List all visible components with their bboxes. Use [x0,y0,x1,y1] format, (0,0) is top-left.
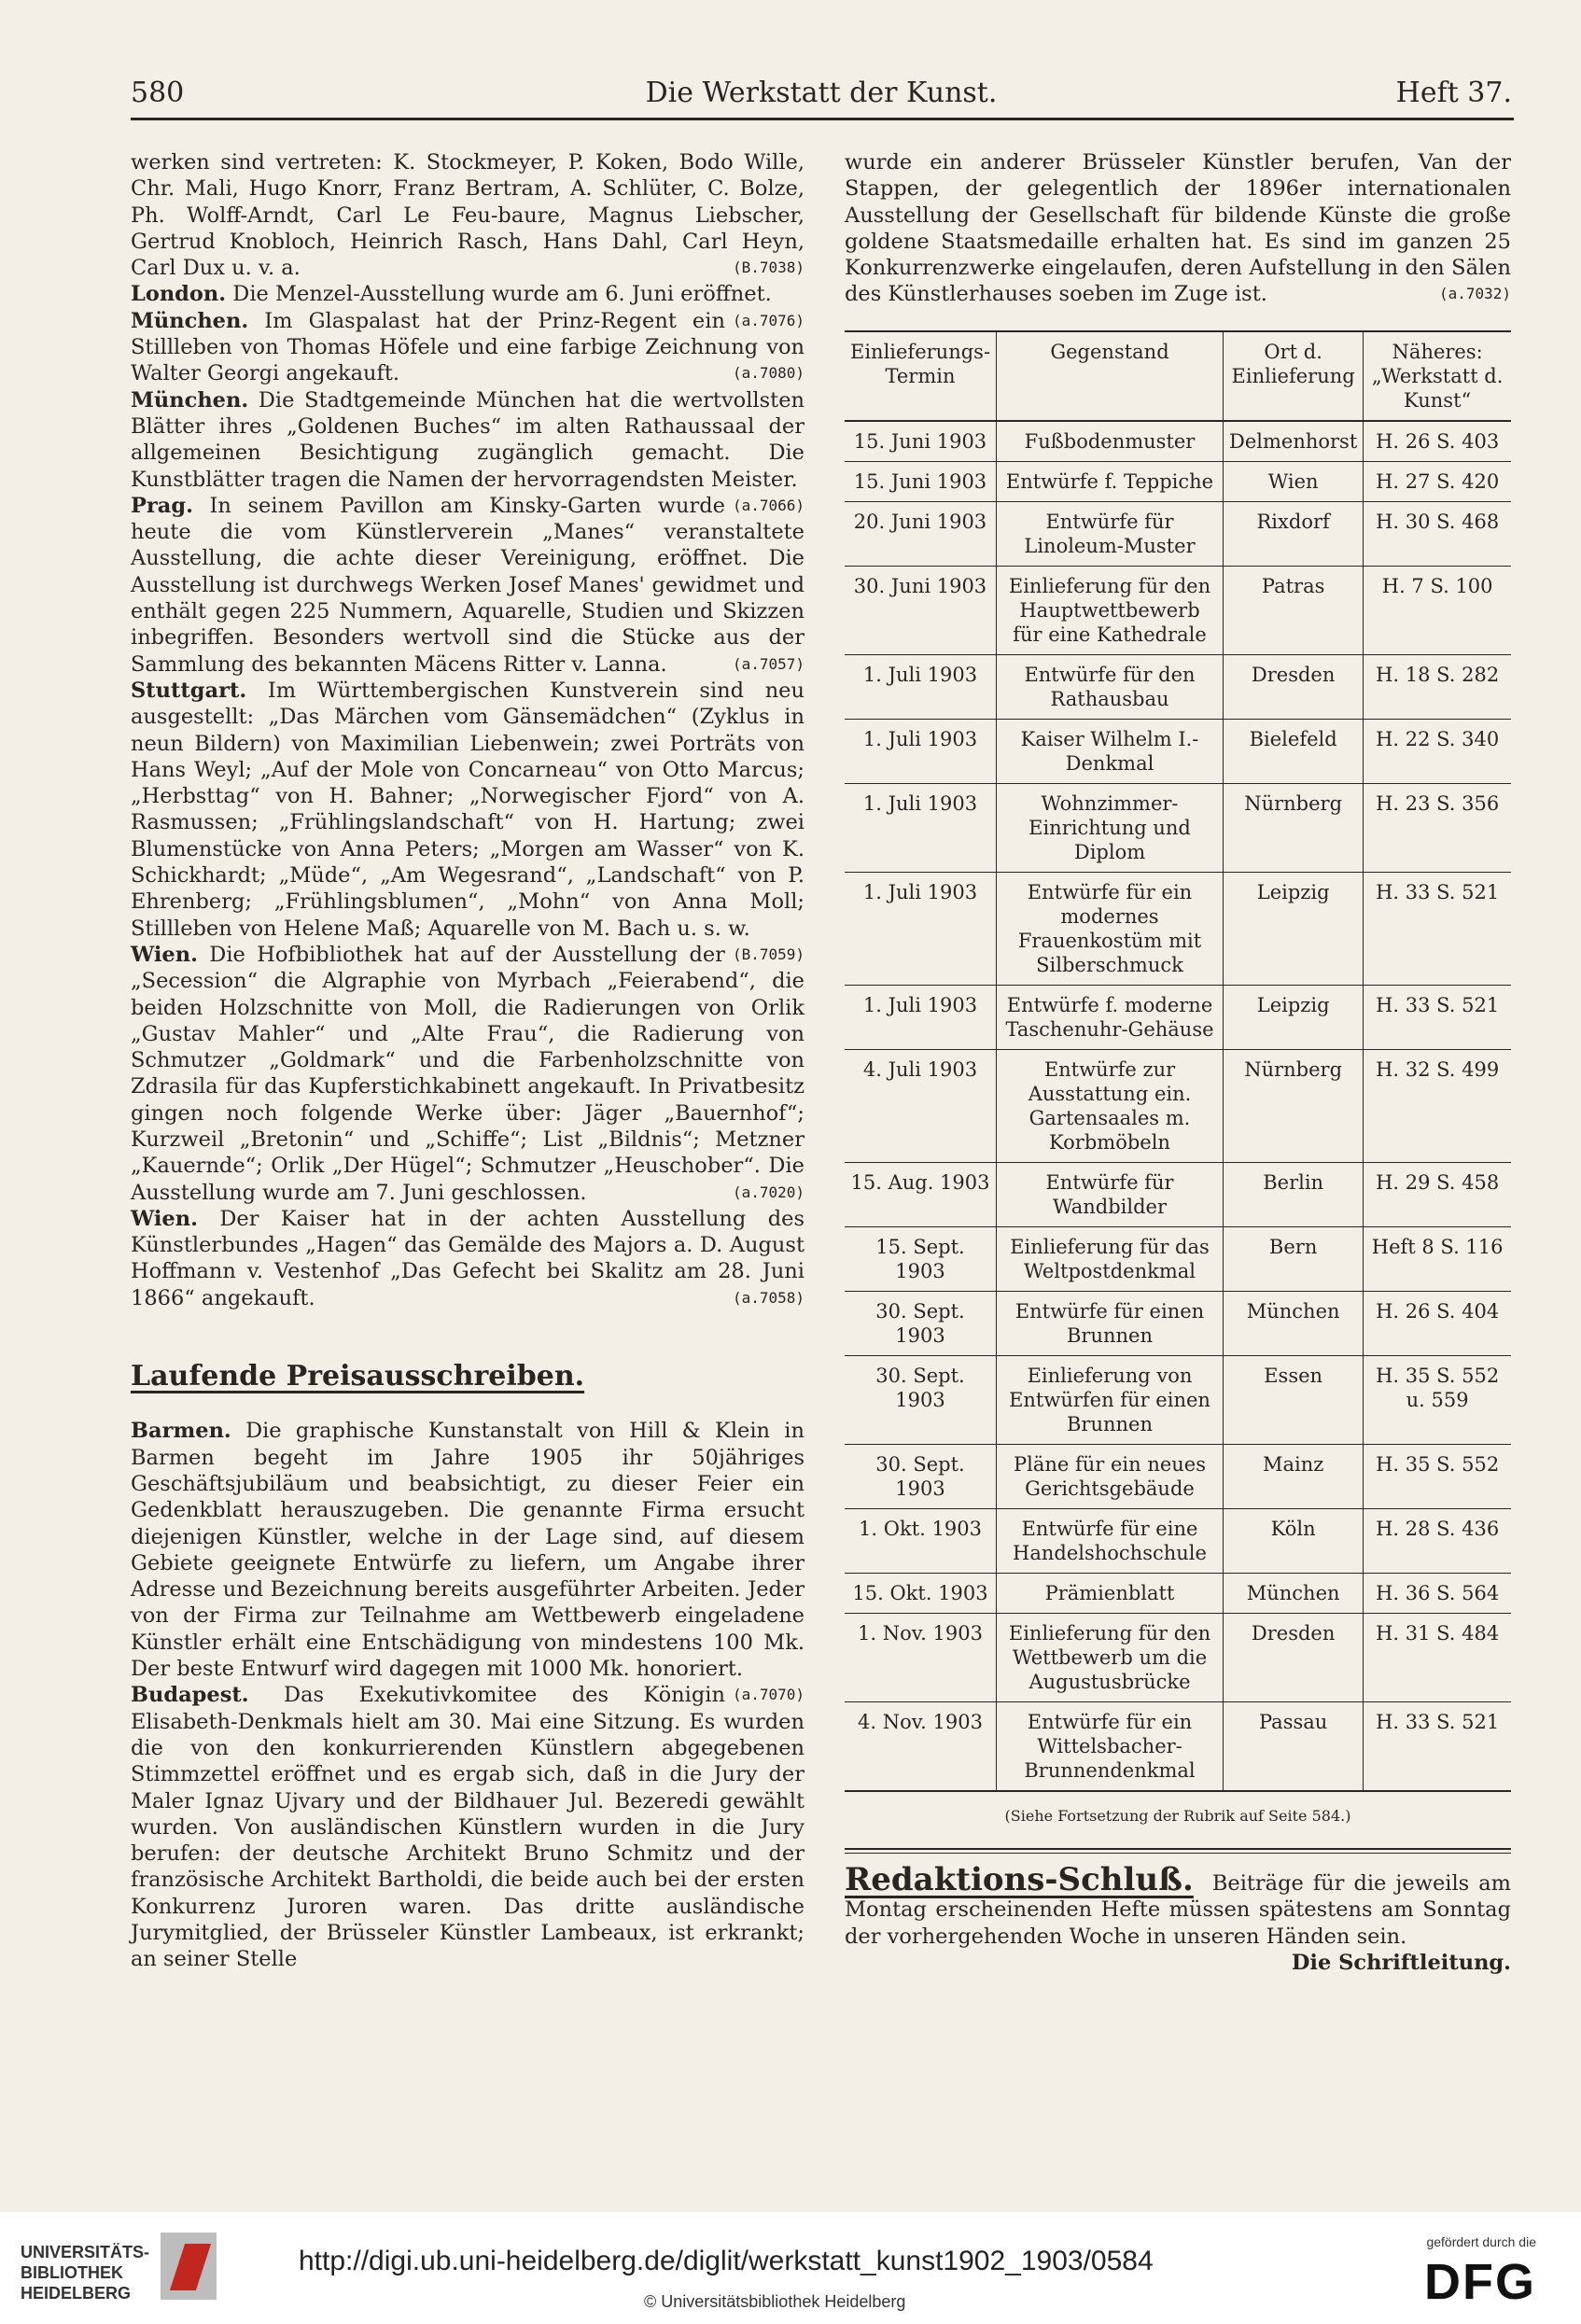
library-logo-text: UNIVERSITÄTS- BIBLIOTHEK HEIDELBERG [21,2243,150,2303]
table-row [845,783,1511,872]
issue-number: Heft 37. [1395,77,1512,109]
cell-reference: H. 29 S. 458 [1364,1162,1511,1226]
reference-code: (a.7020) [732,1183,804,1201]
col-header-place: Ort d. Einlieferung [1224,331,1364,421]
source-url-link[interactable]: http://digi.ub.uni-heidelberg.de/diglit/werkstatt_kunst1902_1903/0584 [299,2246,1154,2276]
right-column [845,149,1511,1976]
cell-reference: H. 33 S. 521 [1364,872,1511,985]
cell-subject: Entwürfe zur Ausstattung ein. Gartensaales m. Korbmöbeln [997,1049,1224,1162]
cell-subject: Prämienblatt [997,1573,1224,1613]
cell-reference: H. 28 S. 436 [1364,1508,1511,1573]
cell-date: 1. Juli 1903 [845,719,997,783]
cell-date: 4. Juli 1903 [845,1049,997,1162]
place-name: Stuttgart. [131,678,247,703]
cell-reference: H. 35 S. 552 [1364,1444,1511,1508]
copyright-notice: © Universitätsbibliothek Heidelberg [644,2292,906,2311]
cell-place: Essen [1224,1355,1364,1444]
paragraph-text: Die Menzel-Ausstellung wurde am 6. Juni eröffnet. [232,282,772,307]
paragraph-text: Die Stadtgemeinde München hat die wertvollsten Blätter ihres „Goldenen Buches“ im alten Rathaussaal der allgemeinen Besichtigung zugänglich gemacht. Die Kunstblätter tragen die Namen der hervorragendsten Meister. [131,387,804,492]
cell-subject: Entwürfe für Wandbilder [997,1162,1224,1226]
table-row [845,985,1511,1049]
cell-reference: H. 23 S. 356 [1364,783,1511,872]
cell-place: Delmenhorst [1224,421,1364,462]
cell-place: Rixdorf [1224,501,1364,566]
place-name: München. [131,387,249,413]
notice-title: Redaktions-Schluß. [845,1861,1194,1899]
cell-subject: Entwürfe für Linoleum-Muster [997,501,1224,566]
cell-reference: H. 33 S. 521 [1364,985,1511,1049]
paragraph-text: Das Exekutivkomitee des Königin Elisabeth-Denkmals hielt am 30. Mai eine Sitzung. Es wurden die von den konkurrierenden Künstlern abgegebenen Stimmzettel eröffnet und es ergab sich, daß in die Jury der Maler Ignaz Ujvary und der Bildhauer Jul. Bezeredi gewählt wurden. Von ausländischen Künstlern wurden in die Jury berufen: der deutsche Architekt Bruno Schmitz und der französische Architekt Bartholdi, die beide auch bei der ersten Konkurrenz Juroren waren. Das dritte ausländische Jurymitglied, der Brüsseler Künstler Lambeaux, ist erkrankt; an seiner Stelle [131,1683,804,1972]
cell-subject: Kaiser Wilhelm I.-Denkmal [997,719,1224,783]
cell-subject: Entwürfe für den Rathausbau [997,654,1224,719]
funding-note: gefördert durch die [1426,2234,1536,2249]
cell-date: 1. Juli 1903 [845,872,997,985]
cell-date: 15. Okt. 1903 [845,1573,997,1613]
table-row [845,1162,1511,1226]
cell-subject: Fußbodenmuster [997,421,1224,462]
cell-subject: Wohnzimmer-Einrichtung und Diplom [997,783,1224,872]
table-row [845,421,1511,462]
reference-code: (a.7032) [1438,285,1511,303]
paragraph-continued: wurde ein anderer Brüsseler Künstler berufen, Van der Stappen, der gelegentlich der 1896er internationalen Ausstellung der Gesellschaft für bildende Künste die große goldene Staatsmedaille erhalten hat. Es sind im ganzen 25 Konkurrenzwerke eingelaufen, deren Aufstellung in den Sälen des Künstlerhauses soeben im Zuge ist. (a.7032) [845,150,1511,307]
footer-bar [0,2212,1581,2324]
cell-subject: Einlieferung für den Hauptwettbewerb für eine Kathedrale [997,566,1224,654]
place-name: London. [131,282,227,307]
cell-reference: H. 32 S. 499 [1364,1049,1511,1162]
place-name: Barmen. [131,1419,231,1444]
reference-code: (B.7038) [732,259,804,277]
paragraph [131,1682,804,1972]
paragraph [131,942,804,1206]
cell-subject: Entwürfe für einen Brunnen [997,1291,1224,1355]
cell-date: 1. Juli 1903 [845,783,997,872]
table-row [845,654,1511,719]
notice-text: Beiträge für die jeweils am Montag erscheinenden Hefte müssen spätestens am Sonntag der vorhergehenden Woche in unseren Händen sein. [845,1871,1511,1949]
cell-place: Bern [1224,1226,1364,1291]
page-number: 580 [131,77,185,109]
table-row [845,461,1511,501]
competition-table [845,330,1511,1792]
cell-place: Passau [1224,1701,1364,1791]
cell-reference: H. 36 S. 564 [1364,1573,1511,1613]
table-row [845,1701,1511,1791]
paragraph [131,1206,804,1311]
table-row [845,1444,1511,1508]
reference-code: (a.7058) [732,1288,804,1307]
cell-place: Mainz [1224,1444,1364,1508]
reference-code: (a.7070) [732,1686,804,1704]
cell-date: 1. Juli 1903 [845,985,997,1049]
place-name: Wien. [131,942,198,967]
table-row [845,1049,1511,1162]
table-row [845,1355,1511,1444]
journal-title: Die Werkstatt der Kunst. [645,77,998,109]
cell-date: 20. Juni 1903 [845,501,997,566]
cell-place: Wien [1224,461,1364,501]
paragraph [131,149,804,281]
paragraph-text: Die graphische Kunstanstalt von Hill & Klein in Barmen begeht im Jahre 1905 ihr 50jähriges Geschäftsjubiläum und beabsichtigt, zu dieser Feier ein Gedenkblatt herauszugeben. Die genannte Firma ersucht diejenigen Künstler, welche in der Lage sind, auf diesem Gebiete geeignete Entwürfe zu liefern, um Angabe ihrer Adresse und Bezeichnung bereits ausgeführter Arbeiten. Jeder von der Firma zur Teilnahme am Wettbewerb eingeladene Künstler erhält eine Entschädigung von mindestens 100 Mk. Der beste Entwurf wird dagegen mit 1000 Mk. honoriert. [131,1419,804,1682]
cell-place: Dresden [1224,654,1364,719]
header-rule [131,118,1514,120]
cell-reference: H. 22 S. 340 [1364,719,1511,783]
paragraph-text: Die Hofbibliothek hat auf der Ausstellung der „Secession“ die Algraphie von Myrbach „Feierabend“, die beiden Holzschnitte von Moll, die Radierungen von Orlik „Gustav Mahler“ und „Alte Frau“, die Radierung von Schmutzer „Goldmark“ und die Farbenholzschnitte von Zdrasila für das Kupferstichkabinett angekauft. In Privatbesitz gingen noch folgende Werke über: Jäger „Bauernhof“; Kurzweil „Bretonin“ und „Schiffe“; List „Bildnis“; Metzner „Kauernde“; Orlik „Der Hügel“; Schmutzer „Heuschober“. Die Ausstellung wurde am 7. Juni geschlossen. [131,942,804,1205]
cell-place: Köln [1224,1508,1364,1573]
paragraph-text: Im Württembergischen Kunstverein sind neu ausgestellt: „Das Märchen vom Gänsemädchen“ (Zyklus in neun Bildern) von Maximilian Liebenwein; zwei Porträts von Hans Weyl; „Auf der Mole von Concarneau“ von Otto Marcus; „Herbsttag“ von H. Bahner; „Norwegischer Fjord“ von A. Rasmussen; „Frühlingslandschaft“ von H. Hartung; zwei Blumenstücke von Anna Peters; „Morgen am Wasser“ von K. Schickhardt; „Müde“, „Am Wegesrand“, „Landschaft“ von P. Ehrenberg; „Frühlingsblumen“, „Mohn“ von Anna Moll; Stillleben von Helene Maß; Aquarelle von M. Bach u. s. w. [131,678,804,941]
place-name: Wien. [131,1206,198,1231]
cell-place: München [1224,1291,1364,1355]
table-row [845,1291,1511,1355]
cell-date: 4. Nov. 1903 [845,1701,997,1791]
table-row [845,1508,1511,1573]
cell-subject: Entwürfe für ein modernes Frauenkostüm mit Silberschmuck [997,872,1224,985]
table-header-row [845,331,1511,421]
cell-reference: H. 33 S. 521 [1364,1701,1511,1791]
cell-place: Leipzig [1224,985,1364,1049]
reference-code: (a.7080) [732,364,804,383]
paragraph-text: Der Kaiser hat in der achten Ausstellung des Künstlerbundes „Hagen“ das Gemälde des Majors a. D. August Hoffmann v. Vestenhof „Das Gefecht bei Skalitz am 28. Juni 1866“ angekauft. [131,1206,804,1310]
cell-date: 30. Juni 1903 [845,566,997,654]
cell-reference: H. 27 S. 420 [1364,461,1511,501]
cell-reference: H. 18 S. 282 [1364,654,1511,719]
dfg-logo: DFG [1424,2254,1536,2310]
reference-code: (a.7057) [732,654,804,673]
cell-date: 30. Sept. 1903 [845,1291,997,1355]
cell-reference: H. 31 S. 484 [1364,1613,1511,1701]
table-row [845,872,1511,985]
cell-reference: H. 26 S. 404 [1364,1291,1511,1355]
reference-code: (a.7076) [732,311,804,329]
cell-reference: H. 7 S. 100 [1364,566,1511,654]
col-header-subject: Gegenstand [997,331,1224,421]
cell-place: Dresden [1224,1613,1364,1701]
cell-date: 1. Nov. 1903 [845,1613,997,1701]
cell-date: 15. Juni 1903 [845,421,997,462]
reference-code: (a.7066) [732,496,804,514]
cell-reference: H. 35 S. 552 u. 559 [1364,1355,1511,1444]
cell-place: Berlin [1224,1162,1364,1226]
cell-date: 30. Sept. 1903 [845,1355,997,1444]
running-header [131,77,1512,123]
table-footnote: (Siehe Fortsetzung der Rubrik auf Seite 584.) [1004,1806,1351,1825]
cell-subject: Entwürfe für eine Handelshochschule [997,1508,1224,1573]
table-row [845,1573,1511,1613]
cell-place: Bielefeld [1224,719,1364,783]
paragraph-text: Im Glaspalast hat der Prinz-Regent ein Stillleben von Thomas Höfele und eine farbige Zeichnung von Walter Georgi angekauft. [131,308,804,386]
cell-date: 30. Sept. 1903 [845,1444,997,1508]
cell-reference: H. 30 S. 468 [1364,501,1511,566]
double-rule [845,1848,1511,1854]
paragraph-text: In seinem Pavillon am Kinsky-Garten wurde heute die vom Künstlerverein „Manes“ veranstaltete Ausstellung, die achte dieser Vereinigung, eröffnet. Die Ausstellung ist durchwegs Werken Josef Manes' gewidmet und enthält gegen 225 Nummern, Aquarelle, Studien und Skizzen inbegriffen. Besonders wertvoll sind die Stücke aus der Sammlung des bekannten Mäcens Ritter v. Lanna. [131,493,804,677]
left-column [131,149,804,1973]
place-name: Prag. [131,493,193,518]
table-row [845,566,1511,654]
editorial-notice [845,1861,1511,1975]
library-logo-icon [161,2233,217,2300]
cell-place: Nürnberg [1224,783,1364,872]
cell-place: Nürnberg [1224,1049,1364,1162]
cell-date: 15. Aug. 1903 [845,1162,997,1226]
place-name: München. [131,308,249,333]
cell-subject: Entwürfe f. Teppiche [997,461,1224,501]
cell-place: Patras [1224,566,1364,654]
cell-reference: H. 26 S. 403 [1364,421,1511,462]
paragraph [131,493,804,678]
table-row [845,1226,1511,1291]
cell-subject: Einlieferung für den Wettbewerb um die Augustusbrücke [997,1613,1224,1701]
cell-subject: Entwürfe für ein Wittelsbacher-Brunnendenkmal [997,1701,1224,1791]
section-heading: Laufende Preisausschreiben. [131,1360,585,1393]
table-row [845,501,1511,566]
paragraph-text: werken sind vertreten: K. Stockmeyer, P. Koken, Bodo Wille, Chr. Mali, Hugo Knorr, Franz Bertram, A. Schlüter, C. Bolze, Ph. Wolff-Arndt, Carl Le Feu-baure, Magnus Liebscher, Gertrud Knobloch, Heinrich Rasch, Hans Dahl, Carl Heyn, Carl Dux u. v. a. [131,150,804,281]
cell-subject: Einlieferung von Entwürfen für einen Brunnen [997,1355,1224,1444]
cell-place: München [1224,1573,1364,1613]
cell-subject: Einlieferung für das Weltpostdenkmal [997,1226,1224,1291]
notice-signature: Die Schriftleitung. [1291,1950,1511,1975]
cell-date: 1. Okt. 1903 [845,1508,997,1573]
cell-subject: Entwürfe f. moderne Taschenuhr-Gehäuse [997,985,1224,1049]
paragraph [131,308,804,387]
cell-date: 15. Juni 1903 [845,461,997,501]
cell-reference: Heft 8 S. 116 [1364,1226,1511,1291]
cell-subject: Pläne für ein neues Gerichtsgebäude [997,1444,1224,1508]
col-header-date: Einlieferungs-Termin [845,331,997,421]
place-name: Budapest. [131,1683,249,1708]
reference-code: (B.7059) [732,945,804,963]
table-row [845,719,1511,783]
cell-date: 15. Sept. 1903 [845,1226,997,1291]
cell-place: Leipzig [1224,872,1364,985]
cell-date: 1. Juli 1903 [845,654,997,719]
col-header-reference: Näheres: „Werkstatt d. Kunst“ [1364,331,1511,421]
table-row [845,1613,1511,1701]
